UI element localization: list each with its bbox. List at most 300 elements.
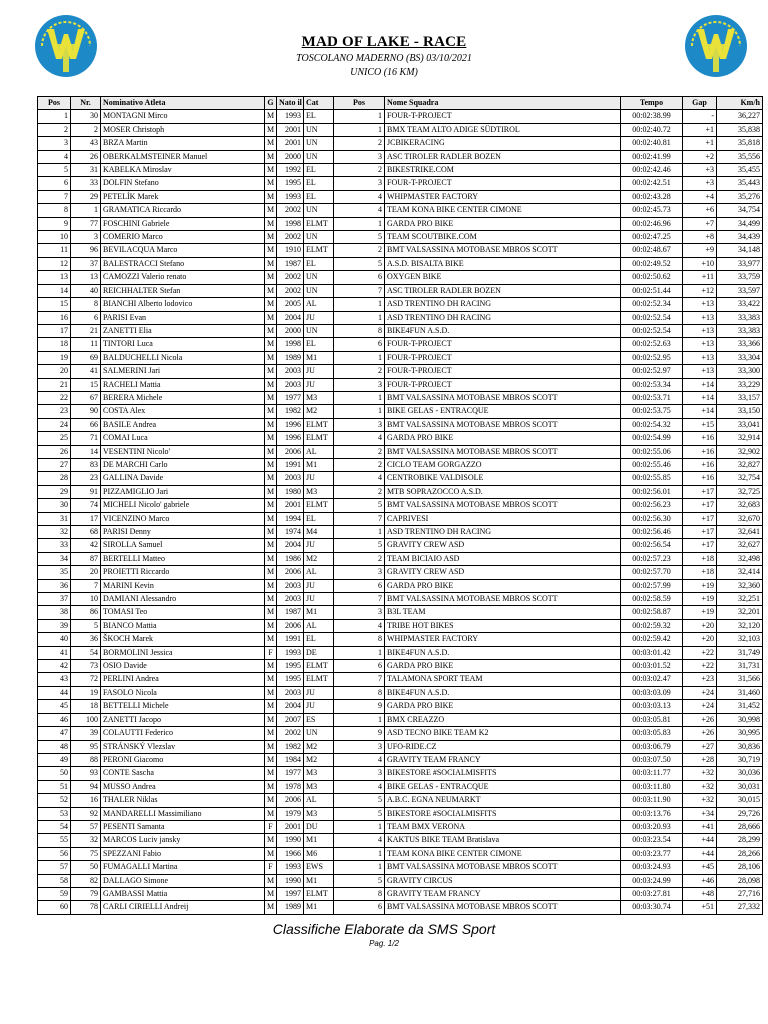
col-header-cat: Cat <box>304 97 334 110</box>
table-row <box>38 284 763 297</box>
cell-time: 00:03:11.80 <box>621 780 683 793</box>
cell-cat: UN <box>304 271 334 284</box>
cell-cat: UN <box>304 284 334 297</box>
cell-pos: 17 <box>38 324 71 337</box>
cell-cat: EWS <box>304 861 334 874</box>
table-row <box>38 874 763 887</box>
cell-cat: EL <box>304 164 334 177</box>
table-row <box>38 633 763 646</box>
cell-pos: 53 <box>38 807 71 820</box>
cell-pos: 45 <box>38 700 71 713</box>
cell-team: GARDA PRO BIKE <box>385 700 621 713</box>
cell-cat: M1 <box>304 834 334 847</box>
cell-time: 00:02:57.23 <box>621 552 683 565</box>
cell-speed: 35,276 <box>717 190 763 203</box>
cell-athlete: OBERKALMSTEINER Manuel <box>101 150 265 163</box>
table-row <box>38 472 763 485</box>
cell-cat: ELMT <box>304 217 334 230</box>
cell-nr: 15 <box>71 378 101 391</box>
cell-pos: 49 <box>38 753 71 766</box>
cell-nr: 17 <box>71 512 101 525</box>
cell-team: CENTROBIKE VALDISOLE <box>385 472 621 485</box>
col-header-pos: Pos <box>38 97 71 110</box>
cell-born: 2003 <box>277 472 304 485</box>
cell-born: 1910 <box>277 244 304 257</box>
cell-born: 2007 <box>277 713 304 726</box>
cell-gap: +13 <box>683 338 717 351</box>
cell-gap: +44 <box>683 847 717 860</box>
cell-team: TEAM KONA BIKE CENTER CIMONE <box>385 847 621 860</box>
cell-gap: +17 <box>683 499 717 512</box>
cell-cat-pos: 8 <box>334 887 385 900</box>
cell-cat-pos: 2 <box>334 552 385 565</box>
cell-gender: M <box>265 539 277 552</box>
cell-pos: 21 <box>38 378 71 391</box>
cell-gap: +1 <box>683 123 717 136</box>
cell-team: TALAMONA SPORT TEAM <box>385 673 621 686</box>
cell-gap: +14 <box>683 405 717 418</box>
cell-gender: M <box>265 284 277 297</box>
cell-athlete: BEVILACQUA Marco <box>101 244 265 257</box>
cell-gap: +17 <box>683 512 717 525</box>
cell-cat: M1 <box>304 458 334 471</box>
cell-speed: 32,641 <box>717 526 763 539</box>
cell-pos: 11 <box>38 244 71 257</box>
table-row <box>38 566 763 579</box>
cell-athlete: COSTA Alex <box>101 405 265 418</box>
cell-time: 00:02:52.54 <box>621 324 683 337</box>
cell-born: 2004 <box>277 311 304 324</box>
cell-speed: 28,666 <box>717 820 763 833</box>
cell-gap: +15 <box>683 418 717 431</box>
table-row <box>38 780 763 793</box>
cell-athlete: COMAI Luca <box>101 432 265 445</box>
cell-speed: 29,726 <box>717 807 763 820</box>
cell-cat: AL <box>304 619 334 632</box>
cell-gender: M <box>265 794 277 807</box>
table-row <box>38 753 763 766</box>
cell-gap: +16 <box>683 432 717 445</box>
cell-cat-pos: 5 <box>334 257 385 270</box>
cell-team: GRAVITY CREW ASD <box>385 539 621 552</box>
cell-born: 1977 <box>277 391 304 404</box>
cell-cat: AL <box>304 445 334 458</box>
cell-gender: M <box>265 526 277 539</box>
cell-gap: +13 <box>683 324 717 337</box>
cell-nr: 13 <box>71 271 101 284</box>
cell-speed: 33,366 <box>717 338 763 351</box>
table-row <box>38 123 763 136</box>
cell-nr: 87 <box>71 552 101 565</box>
cell-gap: - <box>683 110 717 123</box>
table-row <box>38 231 763 244</box>
cell-cat-pos: 8 <box>334 633 385 646</box>
cell-gender: M <box>265 579 277 592</box>
cell-pos: 9 <box>38 217 71 230</box>
cell-athlete: BALESTRACCI Stefano <box>101 257 265 270</box>
cell-time: 00:03:23.77 <box>621 847 683 860</box>
cell-gender: M <box>265 164 277 177</box>
cell-gap: +18 <box>683 552 717 565</box>
cell-speed: 35,818 <box>717 137 763 150</box>
cell-team: BIKE4FUN A.S.D. <box>385 324 621 337</box>
cell-team: BMT VALSASSINA MOTOBASE MBROS SCOTT <box>385 244 621 257</box>
col-header-speed: Km/h <box>717 97 763 110</box>
cell-speed: 33,157 <box>717 391 763 404</box>
cell-team: OXYGEN BIKE <box>385 271 621 284</box>
cell-team: ASD TRENTINO DH RACING <box>385 526 621 539</box>
cell-cat-pos: 9 <box>334 700 385 713</box>
cell-cat-pos: 5 <box>334 807 385 820</box>
cell-cat: M1 <box>304 874 334 887</box>
cell-gap: +20 <box>683 619 717 632</box>
cell-gender: M <box>265 552 277 565</box>
cell-cat-pos: 1 <box>334 861 385 874</box>
cell-athlete: MARINI Kevin <box>101 579 265 592</box>
cell-time: 00:02:56.46 <box>621 526 683 539</box>
cell-pos: 29 <box>38 485 71 498</box>
cell-nr: 10 <box>71 593 101 606</box>
cell-time: 00:02:52.54 <box>621 311 683 324</box>
cell-gap: +17 <box>683 539 717 552</box>
cell-cat: JU <box>304 686 334 699</box>
cell-cat-pos: 9 <box>334 727 385 740</box>
cell-speed: 33,759 <box>717 271 763 284</box>
cell-nr: 21 <box>71 324 101 337</box>
cell-born: 1990 <box>277 874 304 887</box>
cell-gender: M <box>265 351 277 364</box>
cell-pos: 28 <box>38 472 71 485</box>
cell-pos: 39 <box>38 619 71 632</box>
table-row <box>38 137 763 150</box>
cell-pos: 43 <box>38 673 71 686</box>
cell-gap: +32 <box>683 794 717 807</box>
cell-gap: +24 <box>683 686 717 699</box>
cell-time: 00:03:20.93 <box>621 820 683 833</box>
cell-team: ASD TRENTINO DH RACING <box>385 298 621 311</box>
cell-cat: ELMT <box>304 499 334 512</box>
cell-team: ASC TIROLER RADLER BOZEN <box>385 150 621 163</box>
cell-time: 00:02:57.99 <box>621 579 683 592</box>
cell-pos: 31 <box>38 512 71 525</box>
cell-time: 00:02:56.54 <box>621 539 683 552</box>
cell-time: 00:02:58.59 <box>621 593 683 606</box>
cell-cat-pos: 1 <box>334 391 385 404</box>
cell-cat-pos: 2 <box>334 137 385 150</box>
cell-nr: 31 <box>71 164 101 177</box>
cell-time: 00:02:48.67 <box>621 244 683 257</box>
cell-cat: M1 <box>304 901 334 914</box>
cell-pos: 51 <box>38 780 71 793</box>
cell-speed: 32,201 <box>717 606 763 619</box>
cell-pos: 58 <box>38 874 71 887</box>
cell-time: 00:03:11.77 <box>621 767 683 780</box>
cell-pos: 20 <box>38 365 71 378</box>
cell-cat-pos: 1 <box>334 405 385 418</box>
cell-time: 00:02:38.99 <box>621 110 683 123</box>
cell-cat-pos: 1 <box>334 646 385 659</box>
cell-athlete: VICENZINO Marco <box>101 512 265 525</box>
cell-born: 1992 <box>277 164 304 177</box>
cell-pos: 2 <box>38 123 71 136</box>
cell-pos: 37 <box>38 593 71 606</box>
cell-nr: 82 <box>71 874 101 887</box>
cell-time: 00:03:24.99 <box>621 874 683 887</box>
table-row <box>38 271 763 284</box>
cell-nr: 36 <box>71 633 101 646</box>
cell-speed: 33,422 <box>717 298 763 311</box>
cell-nr: 57 <box>71 820 101 833</box>
cell-team: BMT VALSASSINA MOTOBASE MBROS SCOTT <box>385 861 621 874</box>
cell-gender: M <box>265 566 277 579</box>
table-row <box>38 794 763 807</box>
cell-nr: 79 <box>71 887 101 900</box>
cell-team: BMX TEAM ALTO ADIGE SÜDTIROL <box>385 123 621 136</box>
cell-speed: 30,036 <box>717 767 763 780</box>
cell-speed: 33,977 <box>717 257 763 270</box>
cell-born: 1993 <box>277 861 304 874</box>
cell-speed: 30,719 <box>717 753 763 766</box>
cell-athlete: PERONI Giacomo <box>101 753 265 766</box>
cell-athlete: BRZA Martin <box>101 137 265 150</box>
cell-nr: 66 <box>71 418 101 431</box>
cell-gap: +19 <box>683 579 717 592</box>
cell-born: 2002 <box>277 204 304 217</box>
cell-cat: DE <box>304 646 334 659</box>
cell-born: 1987 <box>277 606 304 619</box>
cell-gap: +13 <box>683 365 717 378</box>
cell-athlete: MICHELI Nicolo' gabriele <box>101 499 265 512</box>
cell-cat-pos: 1 <box>334 311 385 324</box>
cell-pos: 34 <box>38 552 71 565</box>
cell-gap: +22 <box>683 646 717 659</box>
cell-cat: AL <box>304 298 334 311</box>
cell-speed: 28,266 <box>717 847 763 860</box>
cell-athlete: MARCOS Luciv jansky <box>101 834 265 847</box>
cell-team: A.S.D. BISALTA BIKE <box>385 257 621 270</box>
col-header-team: Nome Squadra <box>385 97 621 110</box>
cell-cat: M2 <box>304 740 334 753</box>
table-row <box>38 619 763 632</box>
cell-time: 00:03:03.13 <box>621 700 683 713</box>
cell-cat: JU <box>304 539 334 552</box>
cell-time: 00:03:07.50 <box>621 753 683 766</box>
table-row <box>38 405 763 418</box>
cell-team: TEAM BMX VERONA <box>385 820 621 833</box>
table-row <box>38 834 763 847</box>
cell-cat-pos: 3 <box>334 566 385 579</box>
cell-gender: M <box>265 405 277 418</box>
table-row <box>38 351 763 364</box>
cell-team: JCBIKERACING <box>385 137 621 150</box>
table-row <box>38 418 763 431</box>
cell-cat: M1 <box>304 606 334 619</box>
cell-team: BIKESTORE #SOCIALMISFITS <box>385 807 621 820</box>
cell-born: 1995 <box>277 660 304 673</box>
cell-cat-pos: 6 <box>334 660 385 673</box>
cell-born: 2003 <box>277 579 304 592</box>
cell-speed: 32,360 <box>717 579 763 592</box>
cell-time: 00:02:45.73 <box>621 204 683 217</box>
cell-team: BIKESTRIKE.COM <box>385 164 621 177</box>
col-header-born: Nato il <box>277 97 304 110</box>
cell-nr: 83 <box>71 458 101 471</box>
cell-speed: 34,148 <box>717 244 763 257</box>
cell-nr: 1 <box>71 204 101 217</box>
cell-cat-pos: 2 <box>334 445 385 458</box>
cell-cat-pos: 1 <box>334 298 385 311</box>
cell-pos: 4 <box>38 150 71 163</box>
cell-speed: 27,332 <box>717 901 763 914</box>
cell-gap: +13 <box>683 311 717 324</box>
cell-nr: 86 <box>71 606 101 619</box>
cell-cat: EL <box>304 190 334 203</box>
cell-pos: 5 <box>38 164 71 177</box>
cell-pos: 12 <box>38 257 71 270</box>
cell-team: FOUR-T-PROJECT <box>385 351 621 364</box>
cell-nr: 40 <box>71 284 101 297</box>
cell-cat: JU <box>304 579 334 592</box>
table-row <box>38 378 763 391</box>
cell-pos: 13 <box>38 271 71 284</box>
cell-athlete: MUSSO Andrea <box>101 780 265 793</box>
cell-time: 00:02:52.95 <box>621 351 683 364</box>
cell-athlete: BIANCO Mattia <box>101 619 265 632</box>
cell-nr: 94 <box>71 780 101 793</box>
cell-born: 2001 <box>277 820 304 833</box>
cell-speed: 28,106 <box>717 861 763 874</box>
cell-team: BMT VALSASSINA MOTOBASE MBROS SCOTT <box>385 499 621 512</box>
cell-nr: 26 <box>71 150 101 163</box>
cell-time: 00:02:56.23 <box>621 499 683 512</box>
cell-gender: M <box>265 177 277 190</box>
cell-cat: JU <box>304 311 334 324</box>
cell-gap: +22 <box>683 660 717 673</box>
table-row <box>38 740 763 753</box>
cell-gap: +13 <box>683 298 717 311</box>
cell-time: 00:02:51.44 <box>621 284 683 297</box>
cell-pos: 52 <box>38 794 71 807</box>
table-row <box>38 432 763 445</box>
cell-pos: 8 <box>38 204 71 217</box>
cell-team: GRAVITY CREW ASD <box>385 566 621 579</box>
cell-pos: 59 <box>38 887 71 900</box>
cell-speed: 33,383 <box>717 324 763 337</box>
cell-gender: M <box>265 753 277 766</box>
cell-athlete: DE MARCHI Carlo <box>101 458 265 471</box>
cell-time: 00:03:06.79 <box>621 740 683 753</box>
cell-time: 00:02:52.34 <box>621 298 683 311</box>
cell-speed: 34,499 <box>717 217 763 230</box>
cell-time: 00:03:13.76 <box>621 807 683 820</box>
cell-cat: EL <box>304 633 334 646</box>
cell-gap: +17 <box>683 526 717 539</box>
cell-team: GRAVITY CIRCUS <box>385 874 621 887</box>
cell-cat-pos: 8 <box>334 686 385 699</box>
cell-gender: M <box>265 847 277 860</box>
cell-gap: +32 <box>683 780 717 793</box>
cell-nr: 30 <box>71 110 101 123</box>
cell-born: 1989 <box>277 901 304 914</box>
cell-team: UFO-RIDE.CZ <box>385 740 621 753</box>
cell-gender: M <box>265 673 277 686</box>
cell-time: 00:02:55.06 <box>621 445 683 458</box>
cell-nr: 8 <box>71 298 101 311</box>
cell-gap: +4 <box>683 190 717 203</box>
cell-born: 2002 <box>277 284 304 297</box>
cell-gender: M <box>265 123 277 136</box>
cell-athlete: FOSCHINI Gabriele <box>101 217 265 230</box>
cell-pos: 18 <box>38 338 71 351</box>
cell-cat: M3 <box>304 767 334 780</box>
cell-team: TEAM KONA BIKE CENTER CIMONE <box>385 204 621 217</box>
cell-born: 1966 <box>277 847 304 860</box>
footer-credit: Classifiche Elaborate da SMS Sport <box>272 921 496 937</box>
cell-born: 2004 <box>277 539 304 552</box>
cell-pos: 54 <box>38 820 71 833</box>
cell-time: 00:03:01.52 <box>621 660 683 673</box>
cell-nr: 33 <box>71 177 101 190</box>
cell-athlete: GRAMATICA Riccardo <box>101 204 265 217</box>
cell-cat: ELMT <box>304 418 334 431</box>
cell-cat-pos: 7 <box>334 593 385 606</box>
cell-time: 00:02:53.75 <box>621 405 683 418</box>
cell-athlete: SIROLLA Samuel <box>101 539 265 552</box>
race-title: MAD OF LAKE - RACE <box>301 34 467 50</box>
cell-born: 1982 <box>277 405 304 418</box>
cell-gender: M <box>265 686 277 699</box>
cell-cat-pos: 5 <box>334 231 385 244</box>
cell-athlete: DALLAGO Simone <box>101 874 265 887</box>
cell-born: 1995 <box>277 673 304 686</box>
race-category: UNICO (16 KM) <box>350 67 418 78</box>
cell-cat: M3 <box>304 391 334 404</box>
table-row <box>38 204 763 217</box>
cell-speed: 30,836 <box>717 740 763 753</box>
cell-cat-pos: 1 <box>334 110 385 123</box>
cell-gender: M <box>265 606 277 619</box>
cell-time: 00:03:23.54 <box>621 834 683 847</box>
cell-cat-pos: 3 <box>334 177 385 190</box>
cell-nr: 72 <box>71 673 101 686</box>
cell-cat: M4 <box>304 526 334 539</box>
cell-gender: M <box>265 458 277 471</box>
cell-born: 1993 <box>277 646 304 659</box>
cell-born: 2003 <box>277 686 304 699</box>
cell-born: 1982 <box>277 740 304 753</box>
cell-gap: +16 <box>683 458 717 471</box>
cell-athlete: RACHELI Mattia <box>101 378 265 391</box>
cell-pos: 10 <box>38 231 71 244</box>
cell-cat: ELMT <box>304 244 334 257</box>
cell-gender: M <box>265 445 277 458</box>
cell-pos: 1 <box>38 110 71 123</box>
cell-team: GRAVITY TEAM FRANCY <box>385 887 621 900</box>
cell-team: CICLO TEAM GORGAZZO <box>385 458 621 471</box>
cell-gap: +17 <box>683 485 717 498</box>
cell-gap: +11 <box>683 271 717 284</box>
cell-born: 2006 <box>277 445 304 458</box>
cell-speed: 31,731 <box>717 660 763 673</box>
cell-born: 1989 <box>277 351 304 364</box>
cell-athlete: FUMAGALLI Martina <box>101 861 265 874</box>
cell-speed: 32,725 <box>717 485 763 498</box>
cell-nr: 6 <box>71 311 101 324</box>
cell-born: 1991 <box>277 633 304 646</box>
cell-team: FOUR-T-PROJECT <box>385 338 621 351</box>
cell-athlete: CAMOZZI Valerio renato <box>101 271 265 284</box>
cell-cat: UN <box>304 123 334 136</box>
